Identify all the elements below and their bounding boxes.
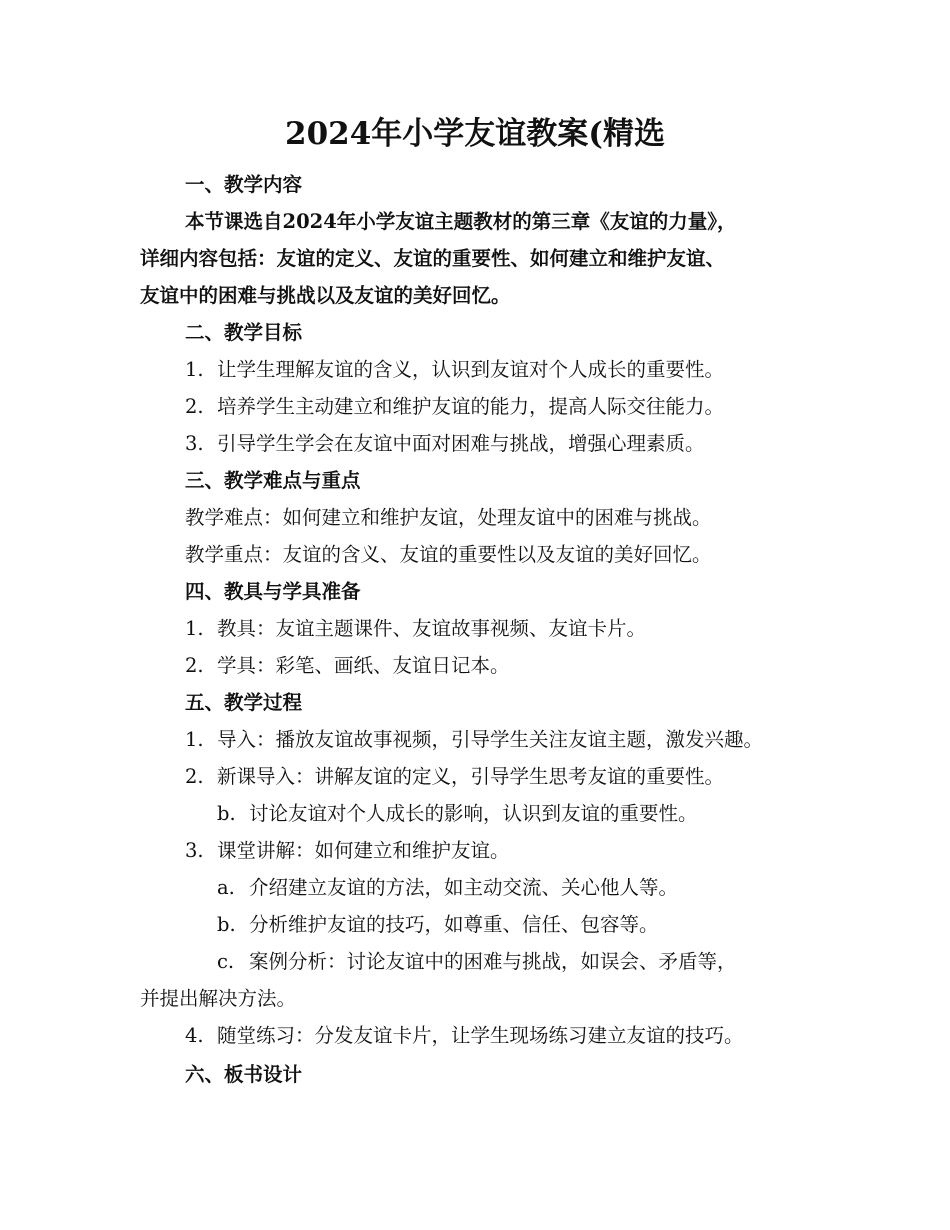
list-item-text: 分析维护友谊的技巧，如尊重、信任、包容等。 <box>249 913 659 936</box>
list-item-text: 案例分析：讨论友谊中的困难与挑战，如误会、矛盾等， <box>249 950 737 973</box>
list-item <box>185 837 510 865</box>
paragraph-line: 详细内容包括：友谊的定义、友谊的重要性、如何建立和维护友谊、 <box>140 247 726 270</box>
list-item-number: 2. <box>185 654 204 677</box>
list-item-number: b. <box>217 802 236 825</box>
paragraph-line: 教学难点：如何建立和维护友谊，处理友谊中的困难与挑战。 <box>185 506 712 529</box>
list-item <box>185 652 510 680</box>
section-heading-board-design: 六、板书设计 <box>185 1063 303 1086</box>
list-item-text: 让学生理解友谊的含义，认识到友谊对个人成长的重要性。 <box>217 358 725 381</box>
list-item-number: 1. <box>185 358 204 381</box>
list-item-text: 讨论友谊对个人成长的影响，认识到友谊的重要性。 <box>249 802 698 825</box>
document-title: 2024年小学友谊教案(精选 <box>285 116 665 152</box>
list-item-text: 介绍建立友谊的方法，如主动交流、关心他人等。 <box>249 876 679 899</box>
list-subitem <box>217 800 698 828</box>
list-item-text: 新课导入：讲解友谊的定义，引导学生思考友谊的重要性。 <box>217 765 725 788</box>
list-item-number: 3. <box>185 839 204 862</box>
list-subitem <box>217 911 659 939</box>
list-item <box>185 356 724 384</box>
list-item-number: 1. <box>185 728 204 751</box>
list-item <box>185 393 724 421</box>
list-item-text: 课堂讲解：如何建立和维护友谊。 <box>217 839 510 862</box>
list-item <box>185 726 763 754</box>
list-item-number: 2. <box>185 765 204 788</box>
list-item <box>185 1022 744 1050</box>
list-item-text: 随堂练习：分发友谊卡片，让学生现场练习建立友谊的技巧。 <box>217 1024 744 1047</box>
paragraph-line: 友谊中的困难与挑战以及友谊的美好回忆。 <box>140 284 511 307</box>
list-item-text: 培养学生主动建立和维护友谊的能力，提高人际交往能力。 <box>217 395 725 418</box>
list-subitem <box>217 874 678 902</box>
list-item-text: 学具：彩笔、画纸、友谊日记本。 <box>217 654 510 677</box>
section-heading-materials: 四、教具与学具准备 <box>185 580 361 603</box>
list-item-number: 1. <box>185 617 204 640</box>
paragraph-line: 本节课选自2024年小学友谊主题教材的第三章《友谊的力量》， <box>185 210 737 233</box>
list-item-number: 3. <box>185 432 204 455</box>
list-item <box>185 763 724 791</box>
list-item-text: 引导学生学会在友谊中面对困难与挑战，增强心理素质。 <box>217 432 705 455</box>
section-heading-process: 五、教学过程 <box>185 691 303 714</box>
paragraph-line: 教学重点：友谊的含义、友谊的重要性以及友谊的美好回忆。 <box>185 543 712 566</box>
list-item-text: 导入：播放友谊故事视频，引导学生关注友谊主题，激发兴趣。 <box>217 728 764 751</box>
section-heading-objectives: 二、教学目标 <box>185 321 303 344</box>
list-item-number: 2. <box>185 395 204 418</box>
paragraph-line: 并提出解决方法。 <box>140 987 297 1010</box>
list-item-number: 4. <box>185 1024 204 1047</box>
list-item <box>185 615 646 643</box>
list-item-number: b. <box>217 913 236 936</box>
list-item-text: 教具：友谊主题课件、友谊故事视频、友谊卡片。 <box>217 617 647 640</box>
list-item <box>185 430 705 458</box>
list-subitem <box>217 948 737 976</box>
section-heading-key-points: 三、教学难点与重点 <box>185 469 361 492</box>
section-heading-content: 一、教学内容 <box>185 173 303 196</box>
list-item-number: c. <box>217 950 235 973</box>
list-item-number: a. <box>217 876 235 899</box>
